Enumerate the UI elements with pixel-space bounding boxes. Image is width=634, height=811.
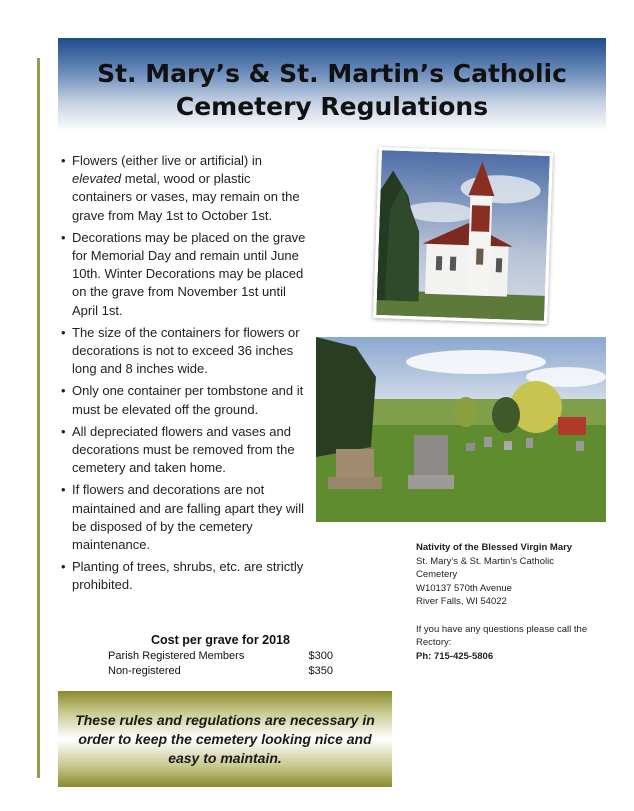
regulations-list <box>60 152 310 599</box>
page-title: St. Mary’s & St. Martin’s Catholic Cemetery Regulations <box>97 59 567 121</box>
parish-city: River Falls, WI 54022 <box>416 596 507 607</box>
cemetery-photo <box>316 337 606 522</box>
list-item: • The size of the containers for flowers or decorations is not to exceed 36 inches long and 8 inches wide. <box>60 324 310 379</box>
list-item: • All depreciated flowers and vases and decorations must be removed from the cemetery and taken home. <box>60 423 310 478</box>
side-rule <box>37 58 40 778</box>
parish-line: St. Mary’s & St. Martin’s Catholic <box>416 555 554 567</box>
list-item: • If flowers and decorations are not maintained and are falling apart they will be disposed of by the cemetery maintenance. <box>60 481 310 554</box>
list-item: • Planting of trees, shrubs, etc. are strictly prohibited. <box>60 558 310 594</box>
list-item: • Flowers (either live or artificial) in elevated metal, wood or plastic containers or vases, may remain on the grave from May 1st to October 1st. <box>60 152 310 225</box>
cost-table <box>108 633 333 679</box>
contact-text: If you have any questions please call the Rectory: <box>416 623 588 648</box>
footer-text: These rules and regulations are necessary in order to keep the cemetery looking nice and easy to maintain. <box>75 711 375 766</box>
parish-line: Cemetery <box>416 569 458 580</box>
title-banner <box>58 38 606 132</box>
phone-number: Ph: 715-425-5806 <box>416 650 494 662</box>
parish-name: Nativity of the Blessed Virgin Mary <box>416 542 573 553</box>
parish-address: W10137 570th Avenue <box>416 582 512 594</box>
list-item: • Decorations may be placed on the grave for Memorial Day and remain until June 10th. Winter Decorations may be placed on the grave from November 1st until April 1st. <box>60 229 310 320</box>
church-photo <box>373 147 553 324</box>
parish-info <box>416 541 616 663</box>
cost-row: Non-registered $350 <box>108 665 333 677</box>
list-item: • Only one container per tombstone and it must be elevated off the ground. <box>60 382 310 418</box>
cost-row: Parish Registered Members $300 <box>108 650 333 662</box>
cost-title: Cost per grave for 2018 <box>151 633 290 647</box>
footer-banner <box>58 691 392 787</box>
